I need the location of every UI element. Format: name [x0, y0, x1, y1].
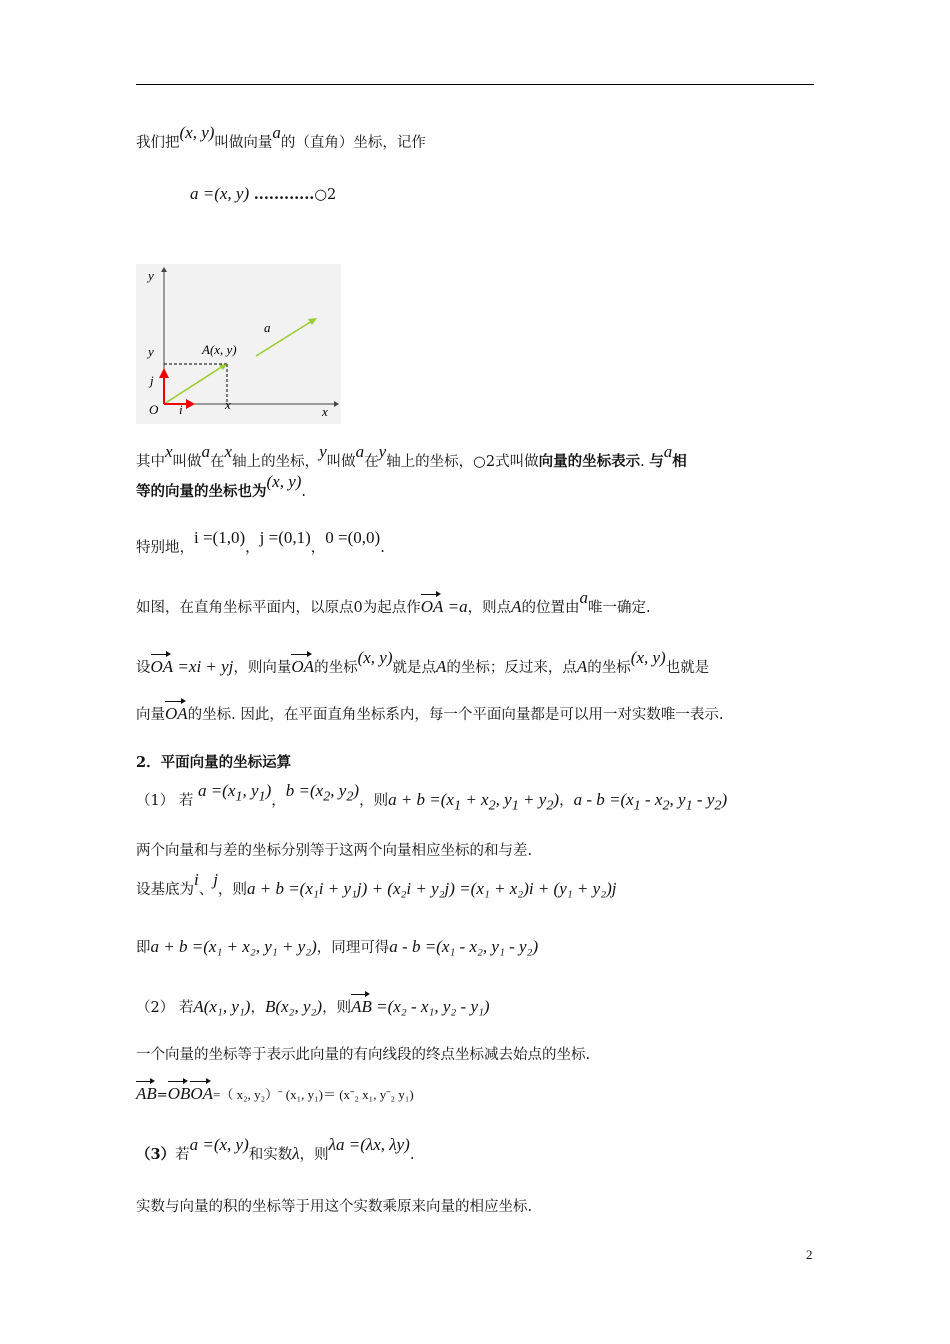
- para-sum-diff-rule: [136, 781, 728, 816]
- formula-point-b: B(x₂, y₂): [264, 997, 323, 1016]
- formula-xy: (x, y): [266, 472, 302, 491]
- formula-sum: a + b =(x₁ + x₂, y₁ + y₂): [150, 937, 317, 956]
- formula-basis: a + b =(x₁i + y₁j) + (x₂i + y₂j) =(x₁ + x₂)i + (y₁ + y₂)j: [246, 879, 617, 898]
- text: 和实数: [248, 1147, 293, 1163]
- para-vector-coordinates-1: [136, 648, 710, 679]
- text: 设: [136, 660, 151, 676]
- coordinate-figure: [136, 264, 341, 424]
- point-a-label: A(x, y): [202, 342, 237, 357]
- header-rule: [136, 84, 814, 85]
- formula: a: [201, 442, 211, 461]
- vector-a-label: a: [264, 320, 271, 335]
- formula: =(x₂ - x₁, y₂ - y₁): [371, 997, 490, 1016]
- comma: ，: [245, 540, 260, 556]
- text: 轴上的坐标，○2式叫做: [386, 454, 539, 470]
- para-endpoint-rule: 一个向量的坐标等于表示此向量的有向线段的终点坐标减去始点的坐标.: [136, 1047, 591, 1063]
- formula: A: [436, 657, 447, 676]
- para-coordinate-explain-1: [136, 442, 687, 473]
- formula: =a: [443, 597, 468, 616]
- para-basis-derivation: [136, 870, 617, 901]
- page-number: 2: [806, 1247, 813, 1262]
- formula: x: [165, 442, 173, 461]
- text: 的坐标. 因此，在平面直角坐标系内，每一个平面向量都是可以用一对实数唯一表示.: [187, 707, 724, 723]
- para-special-cases: [136, 528, 385, 559]
- para-two-points: [136, 996, 490, 1019]
- text: 叫做: [172, 454, 202, 470]
- text: 设基底为: [136, 882, 194, 898]
- text: 也就是: [665, 660, 710, 676]
- formula-xy: (x, y): [357, 648, 393, 667]
- para-coordinate-def: [136, 123, 426, 154]
- text: 的位置由: [521, 600, 580, 616]
- formula-b: $b =(x_2$, $y_2$): [285, 781, 360, 805]
- x-axis-label: x: [322, 404, 328, 419]
- vector-oa: OA: [165, 704, 188, 723]
- vector-ob: OB: [167, 1084, 191, 1103]
- para-scalar-multiply: [136, 1135, 415, 1166]
- formula: x: [224, 442, 233, 461]
- equation-2: [190, 183, 336, 206]
- formula: A: [511, 597, 522, 616]
- formula-xy: (x, y): [179, 123, 215, 142]
- vector-oa: OA: [150, 657, 174, 676]
- text: （3）: [136, 1146, 176, 1163]
- text: 、: [198, 882, 214, 898]
- formula-j: j =(0,1): [259, 528, 311, 547]
- eq-mark: ○2: [314, 187, 337, 203]
- text: 在: [210, 454, 225, 470]
- formula: y: [319, 442, 327, 461]
- text: 就是点: [392, 660, 436, 676]
- formula: λ: [292, 1144, 300, 1163]
- j-label: j: [150, 373, 154, 388]
- formula: j: [213, 870, 218, 889]
- text: 的坐标: [587, 660, 631, 676]
- vector-oa: OA: [291, 657, 315, 676]
- x-tick-label: x: [225, 397, 231, 412]
- dots: ............: [253, 186, 315, 203]
- text: 叫做向量: [214, 135, 273, 151]
- text: .: [301, 484, 307, 500]
- text: ，: [271, 793, 286, 809]
- formula-xy: (x, y): [630, 648, 666, 667]
- comma: ，: [310, 540, 326, 556]
- text: 若: [175, 1147, 190, 1163]
- text: （1） 若: [136, 793, 194, 809]
- formula: a: [663, 442, 673, 461]
- y-axis-label: y: [148, 268, 154, 283]
- formula: y: [378, 442, 387, 461]
- bold-term: 等的向量的坐标也为: [136, 483, 267, 500]
- para-origin-vector: [136, 588, 651, 619]
- para-vector-coordinates-2: [136, 703, 724, 726]
- formula: =xi + yj: [173, 657, 234, 676]
- vector-ab: AB: [351, 997, 372, 1016]
- text: 我们把: [136, 135, 180, 151]
- text: .: [380, 540, 385, 556]
- formula-diff: a - b =(x₁ - x₂, y₁ - y₂): [389, 937, 539, 956]
- text: ，则点: [467, 600, 512, 616]
- text: （2） 若: [136, 1000, 194, 1016]
- formula-diff: $a - b =(x_1 - x_2$, $y_1 - y_2$): [573, 790, 728, 814]
- bold-term: 向量的坐标表示: [538, 453, 641, 470]
- text: 叫做: [326, 454, 356, 470]
- para-sum-diff-summary: 两个向量和与差的坐标分别等于这两个向量相应坐标的和与差.: [136, 843, 533, 859]
- y-tick-label: y: [148, 344, 154, 359]
- text: ，则: [299, 1147, 329, 1163]
- text: ，则: [217, 882, 247, 898]
- text: .: [640, 454, 650, 470]
- text: =（ x₂, y₂）ˉ (x₁, y₁)＝ (xˉ₂ x₁, yˉ₂ y₁): [213, 1087, 414, 1102]
- formula: A: [576, 657, 588, 676]
- section-heading: 2．平面向量的坐标运算: [136, 754, 292, 771]
- vector-oa: OA: [190, 1084, 214, 1103]
- para-sum-diff-result: [136, 936, 538, 959]
- formula: a: [355, 442, 365, 461]
- formula-a: $a =(x_1$, $y_1$): [197, 781, 272, 805]
- formula: i: [194, 870, 199, 889]
- formula-zero: 0 =(0,0): [325, 528, 381, 547]
- para-scalar-summary: 实数与向量的积的坐标等于用这个实数乘原来向量的相应坐标.: [136, 1199, 533, 1215]
- text: ，则: [359, 793, 389, 809]
- formula-point-a: A(x₁, y₁): [193, 997, 251, 1016]
- text: 如图，在直角坐标平面内，以原点0为起点作: [136, 600, 421, 616]
- formula-i: i =(1,0): [194, 528, 246, 547]
- text: 的坐标；反过来，点: [446, 660, 577, 676]
- text: ，同理可得: [316, 940, 390, 956]
- formula: a =(x, y): [190, 184, 250, 203]
- vector-oa: OA: [420, 597, 444, 616]
- text: 即: [136, 940, 151, 956]
- formula-sum: $a + b =(x_1 + x_2$, $y_1 + y_2$): [388, 790, 560, 814]
- text: 的（直角）坐标，记作: [280, 135, 426, 151]
- formula: λa =(λx, λy): [328, 1135, 410, 1154]
- text: .: [409, 1147, 415, 1163]
- bold-term: 相: [672, 453, 687, 470]
- origin-label: O: [149, 402, 159, 417]
- para-ab-equation: [136, 1083, 414, 1107]
- text: ，则向量: [233, 660, 292, 676]
- formula: a =(x, y): [189, 1135, 249, 1154]
- text: 其中: [136, 454, 165, 470]
- text: 的坐标: [314, 660, 358, 676]
- text: 唯一确定.: [588, 600, 651, 616]
- text: ，: [250, 1000, 265, 1016]
- bold-term: 与: [649, 453, 664, 470]
- formula: a: [579, 588, 589, 607]
- text: ，则: [322, 1000, 352, 1016]
- text: =: [156, 1088, 168, 1103]
- i-label: i: [179, 402, 183, 417]
- text: 向量: [136, 707, 165, 723]
- text: ，: [559, 793, 574, 809]
- formula-a: a: [272, 123, 281, 142]
- text: 特别地，: [136, 540, 194, 556]
- para-coordinate-explain-2: [136, 472, 307, 503]
- text: 在: [364, 454, 379, 470]
- text: 轴上的坐标，: [232, 454, 320, 470]
- vector-ab: AB: [136, 1084, 157, 1103]
